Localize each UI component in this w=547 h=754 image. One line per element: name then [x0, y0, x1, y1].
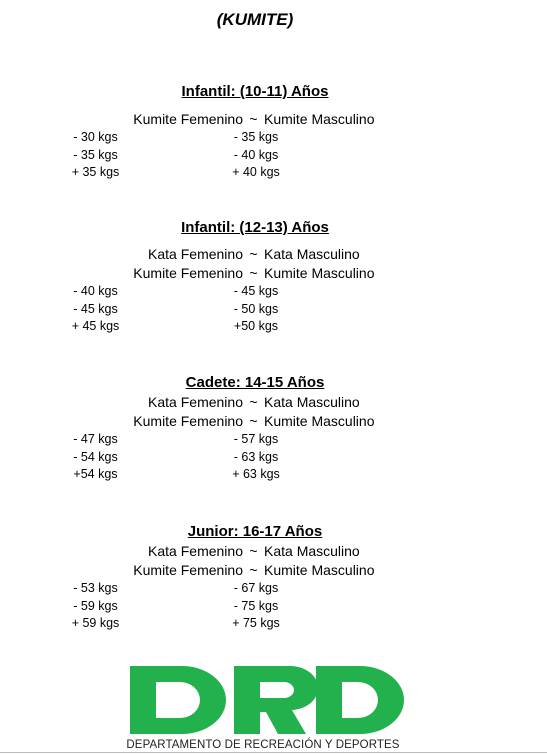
female-weight: - 40 kgs: [73, 284, 118, 298]
tilde-separator: ~: [249, 246, 258, 262]
section-infantil-10-11: [0, 82, 510, 182]
tilde-separator: ~: [249, 562, 258, 578]
female-weight: + 35 kgs: [71, 165, 120, 179]
male-category: Kumite Masculino: [264, 111, 375, 127]
weight-row: [0, 466, 510, 484]
female-weight: + 45 kgs: [71, 319, 120, 333]
female-weight: - 59 kgs: [73, 598, 118, 613]
male-weight: - 57 kgs: [233, 432, 279, 446]
female-category: Kata Femenino: [148, 543, 243, 559]
male-weight: - 67 kgs: [233, 581, 279, 595]
male-category: Kumite Masculino: [264, 265, 375, 281]
female-weight: - 53 kgs: [73, 581, 118, 595]
weight-row: [0, 615, 510, 633]
category-pair-row: [0, 561, 510, 580]
male-weight: - 50 kgs: [233, 301, 279, 316]
weight-row: [0, 431, 510, 449]
female-category: Kumite Femenino: [133, 265, 243, 281]
weight-list: [0, 129, 510, 182]
male-weight: + 40 kgs: [232, 165, 280, 179]
female-weight: +54 kgs: [73, 467, 118, 481]
tilde-separator: ~: [249, 394, 258, 410]
female-weight: - 47 kgs: [73, 432, 118, 446]
female-category: Kumite Femenino: [133, 413, 243, 429]
female-weight: - 30 kgs: [73, 130, 118, 144]
male-category: Kata Masculino: [264, 543, 360, 559]
weight-row: [0, 580, 510, 598]
male-weight: - 63 kgs: [233, 449, 279, 464]
weight-list: [0, 580, 510, 633]
tilde-separator: ~: [249, 543, 258, 559]
male-weight: + 63 kgs: [232, 467, 280, 481]
tilde-separator: ~: [249, 111, 258, 127]
female-weight: - 45 kgs: [73, 301, 118, 316]
female-weight: - 54 kgs: [73, 449, 118, 464]
weight-list: [0, 431, 510, 484]
section-junior: [0, 522, 510, 633]
weight-row: [0, 301, 510, 319]
male-weight: - 40 kgs: [233, 147, 279, 162]
female-category: Kumite Femenino: [133, 562, 243, 578]
weight-row: [0, 598, 510, 616]
male-weight: - 75 kgs: [233, 598, 279, 613]
logo-caption: DEPARTAMENTO DE RECREACIÓN Y DEPORTES: [126, 739, 400, 751]
male-weight: - 45 kgs: [233, 284, 279, 298]
weight-row: [0, 318, 510, 336]
male-weight: - 35 kgs: [233, 130, 279, 144]
male-weight: +50 kgs: [233, 319, 279, 333]
weight-row: [0, 283, 510, 301]
section-heading: Infantil: (12-13) Años: [181, 219, 329, 236]
tilde-separator: ~: [249, 265, 258, 281]
section-heading: Cadete: 14-15 Años: [185, 374, 325, 391]
page-bottom-divider: [0, 752, 547, 753]
male-category: Kata Masculino: [264, 246, 360, 262]
category-pair-row: [0, 110, 510, 129]
weight-row: [0, 129, 510, 147]
category-pair-row: [0, 412, 510, 431]
weight-list: [0, 283, 510, 336]
weight-row: [0, 147, 510, 165]
section-heading: Junior: 16-17 Años: [187, 523, 323, 540]
male-category: Kata Masculino: [264, 394, 360, 410]
male-weight: + 75 kgs: [232, 616, 280, 630]
male-category: Kumite Masculino: [264, 562, 375, 578]
weight-row: [0, 449, 510, 467]
page-title: (KUMITE): [216, 10, 294, 29]
male-category: Kumite Masculino: [264, 413, 375, 429]
female-weight: - 35 kgs: [73, 147, 118, 162]
section-cadete: [0, 373, 510, 484]
section-infantil-12-13: [0, 218, 510, 336]
category-pair-row: [0, 393, 510, 412]
section-heading: Infantil: (10-11) Años: [181, 83, 329, 100]
category-pair-row: [0, 245, 510, 264]
female-category: Kata Femenino: [148, 394, 243, 410]
tilde-separator: ~: [249, 413, 258, 429]
female-category: Kumite Femenino: [133, 111, 243, 127]
category-pair-row: [0, 542, 510, 561]
female-weight: + 59 kgs: [71, 616, 120, 630]
category-pair-row: [0, 264, 510, 283]
female-category: Kata Femenino: [148, 246, 243, 262]
weight-row: [0, 164, 510, 182]
